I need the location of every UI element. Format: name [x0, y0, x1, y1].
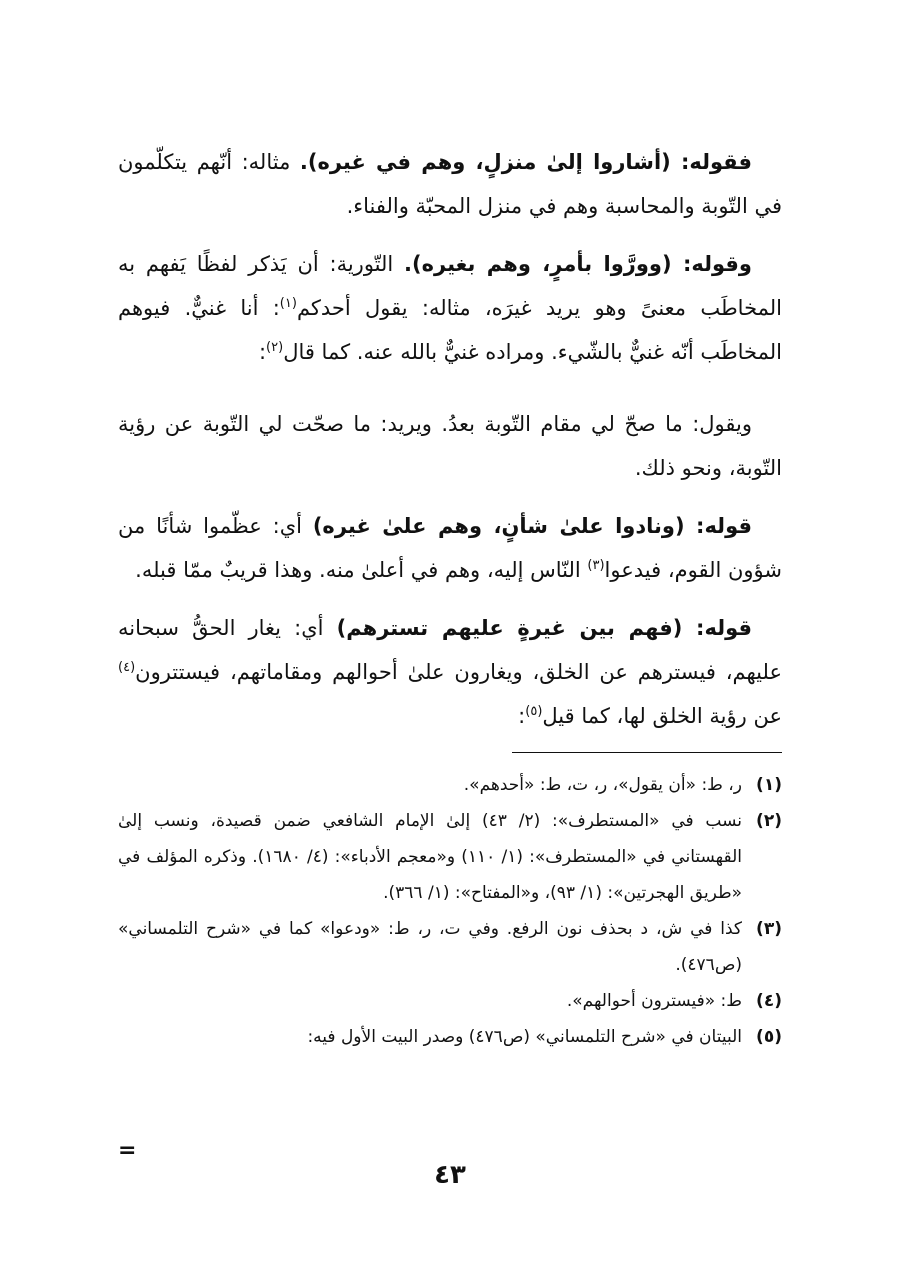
- footnote-ref-1[interactable]: (١): [279, 296, 297, 311]
- paragraph-text: مثاله: أنّهم يتكلّمون في التّوبة والمحاسبة وهم في منزل المحبّة والفناء.: [118, 150, 782, 218]
- footnote-number: (٣): [756, 919, 782, 939]
- paragraph-1: [118, 140, 782, 228]
- footnote-text: البيتان في «شرح التلمساني» (ص٤٧٦) وصدر البيت الأول فيه:: [307, 1027, 742, 1047]
- footnote-number: (٥): [756, 1027, 782, 1047]
- paragraph-text: النّاس إليه، وهم في أعلىٰ منه. وهذا قريبٌ ممّا قبله.: [135, 558, 588, 582]
- paragraph-4: [118, 504, 782, 592]
- footnote-ref-5[interactable]: (٥): [525, 704, 543, 719]
- footnote-ref-3[interactable]: (٣): [587, 558, 605, 573]
- paragraph-2: [118, 242, 782, 374]
- continuation-mark: =: [118, 1138, 137, 1163]
- footnote: [118, 1019, 782, 1055]
- paragraph-text: :: [258, 340, 267, 364]
- paragraph-text: عن رؤية الخلق لها، كما قيل: [542, 704, 782, 728]
- footnote-text: ط: «فيسترون أحوالهم».: [566, 991, 742, 1011]
- paragraph-text: : أنا غنيٌّ. فيوهم المخاطَب أنّه غنيٌّ بالشّيء. ومراده غنيٌّ بالله عنه. كما قال: [118, 296, 782, 364]
- quoted-phrase: قوله: (فهم بين غيرةٍ عليهم تسترهم): [336, 616, 752, 640]
- footnotes: [118, 767, 782, 1055]
- footnote-number: (٢): [756, 811, 782, 831]
- footnote: [118, 983, 782, 1019]
- footnote-text: كذا في ش، د بحذف نون الرفع. وفي ت، ر، ط: «ودعوا» كما في «شرح التلمساني» (ص٤٧٦).: [118, 919, 742, 975]
- footnote-number: (٤): [756, 991, 782, 1011]
- paragraph-text: أي: يغار الحقُّ سبحانه عليهم، فيسترهم عن الخلق، ويغارون علىٰ أحوالهم ومقاماتهم، فيستترون: [118, 616, 782, 684]
- page-number: ٤٣: [434, 1160, 466, 1190]
- paragraph-3: [118, 402, 782, 490]
- quoted-phrase: وقوله: (وورَّوا بأمرٍ، وهم بغيره).: [404, 252, 752, 276]
- footnote-number: (١): [756, 775, 782, 795]
- footnote-ref-4[interactable]: (٤): [118, 660, 136, 675]
- quoted-phrase: فقوله: (أشاروا إلىٰ منزلٍ، وهم في غيره).: [299, 150, 752, 174]
- footnote-ref-2[interactable]: (٢): [266, 340, 284, 355]
- paragraph-text: أي: عظّموا شأنًا من شؤون القوم، فيدعوا: [118, 514, 782, 582]
- paragraph-5: [118, 606, 782, 738]
- footnote-separator: [512, 752, 782, 753]
- footnote: [118, 803, 782, 911]
- paragraph-text: :: [518, 704, 526, 728]
- footnote-text: نسب في «المستطرف»: (٢/ ٤٣) إلىٰ الإمام الشافعي ضمن قصيدة، ونسب إلىٰ القهستاني في «المستطرف»: (١/ ١١٠) و«معجم الأدباء»: (٤/ ١٦٨٠). وذكره المؤلف في «طريق الهجرتين»: (١/ ٩٣)، و«المفتاح»: (١/ ٣٦٦).: [118, 811, 743, 903]
- page-body: [118, 140, 782, 1055]
- footnote-text: ر، ط: «أن يقول»، ر، ت، ط: «أحدهم».: [463, 775, 742, 795]
- quoted-phrase: قوله: (ونادوا علىٰ شأنٍ، وهم علىٰ غيره): [312, 514, 752, 538]
- paragraph-text: التّورية: أن يَذكر لفظًا يَفهم به المخاطَب معنىً وهو يريد غيرَه، مثاله: يقول أحدكم: [118, 252, 782, 320]
- footnote: [118, 911, 782, 983]
- paragraph-text: ويقول: ما صحّ لي مقام التّوبة بعدُ. ويريد: ما صحّت لي التّوبة عن رؤية التّوبة، ونحو ذلك.: [118, 412, 782, 480]
- footnote: [118, 767, 782, 803]
